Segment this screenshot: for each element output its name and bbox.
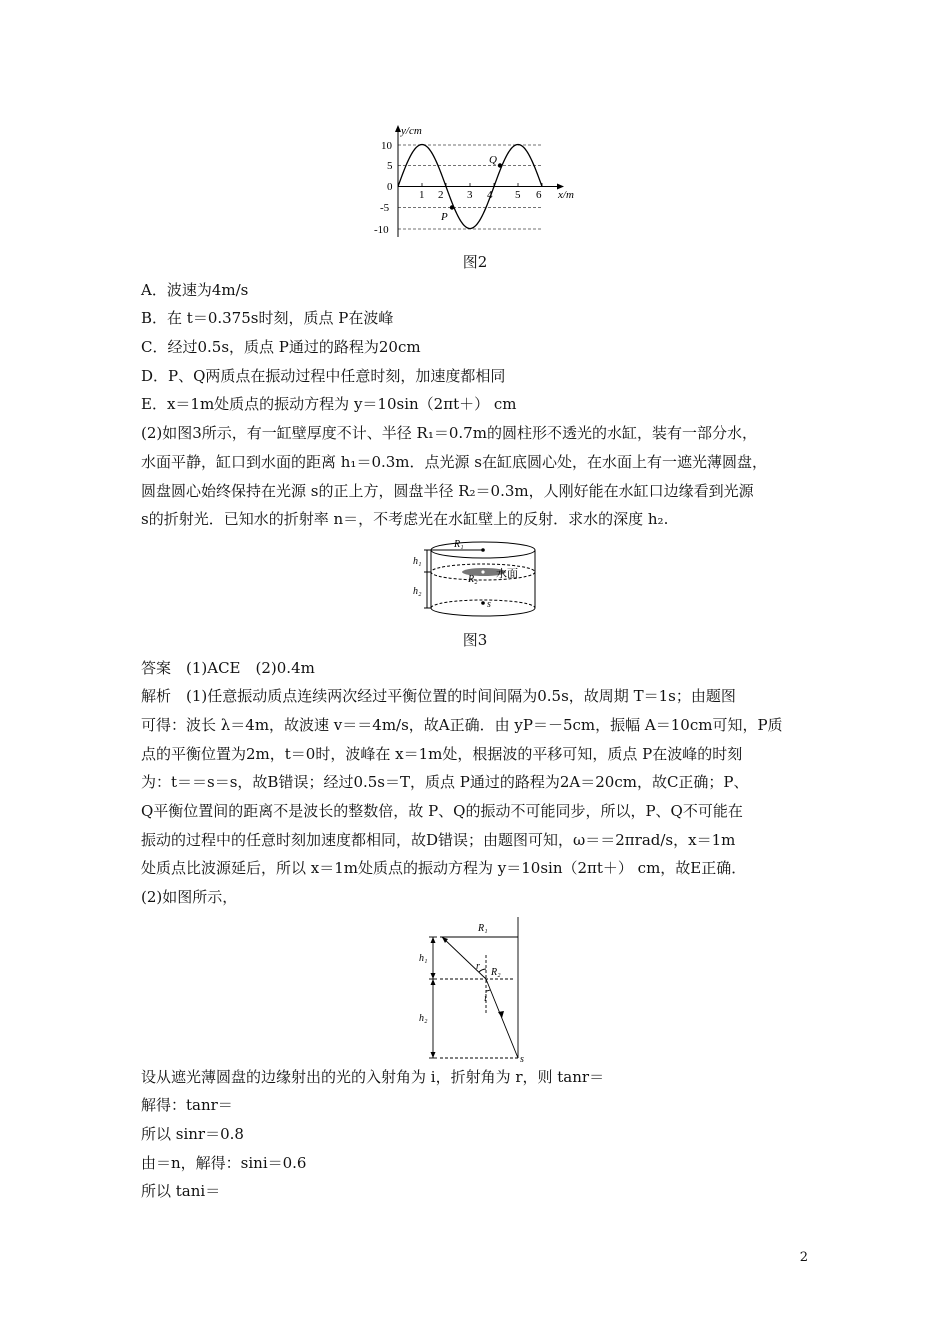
figure3-caption: 图3 (462, 631, 488, 649)
solution-line-2: 解得：tanr＝ (141, 1096, 233, 1114)
x-axis-label: x/m (558, 189, 574, 201)
ray-in-water (486, 979, 518, 1058)
source-s-dot (481, 601, 485, 605)
page-number: 2 (799, 1250, 808, 1265)
option-d: D．P、Q两质点在振动过程中任意时刻，加速度都相同 (141, 367, 506, 385)
option-e: E．x＝1m处质点的振动方程为 y＝10sin（2πt＋） cm (141, 395, 517, 413)
analysis-line-2: 可得：波长 λ＝4m，故波速 v＝＝4m/s，故A正确．由 yP＝－5cm，振幅 A＝10cm可知，P质 (141, 716, 783, 734)
fig4-r2-label: R₂ (491, 967, 501, 978)
fig4-h1-label: h₁ (419, 953, 428, 964)
fig3-water-label: 水面 (496, 568, 518, 580)
point-q-label: Q (489, 154, 497, 166)
fig3-h1-label: h₁ (413, 556, 422, 567)
problem2-line-1: (2)如图3所示，有一缸壁厚度不计、半径 R₁＝0.7m的圆柱形不透光的水缸，装有一部分水， (141, 424, 757, 442)
y-tick-0: 0 (387, 181, 393, 193)
analysis-line-4: 为：t＝＝s＝s，故B错误；经过0.5s＝T，质点 P通过的路程为2A＝20cm，故C正确；P、 (141, 773, 749, 791)
arrow-h-mid-up (431, 973, 436, 979)
wave-graph (368, 122, 583, 242)
point-p (450, 205, 454, 209)
option-b: B．在 t＝0.375s时刻，质点 P在波峰 (141, 309, 394, 327)
arrow-h-mid-down (431, 979, 436, 985)
point-p-label: P (441, 211, 448, 223)
option-a: A．波速为4m/s (141, 281, 249, 299)
angle-i-arc (486, 990, 490, 991)
problem2-line-2: 水面平静，缸口到水面的距离 h₁＝0.3m．点光源 s在缸底圆心处，在水面上有一遮光薄圆盘， (141, 453, 767, 471)
ray-in-air (442, 937, 486, 979)
fig3-r2-label: R₂ (468, 574, 478, 585)
x-tick-1: 1 (419, 189, 425, 201)
fig4-r1-label: R₁ (478, 923, 488, 934)
fig4-r-label: r (476, 961, 480, 972)
analysis-line-6: 振动的过程中的任意时刻加速度都相同，故D错误；由题图可知，ω＝＝2πrad/s，x＝1m (141, 831, 736, 849)
arrow-h-top (431, 937, 436, 943)
angle-r-arc (479, 969, 486, 972)
top-center-dot (481, 548, 485, 552)
refraction-diagram (418, 915, 543, 1065)
problem2-line-3: 圆盘圆心始终保持在光源 s的正上方，圆盘半径 R₂＝0.3m，人刚好能在水缸口边缘看到光源 (141, 482, 754, 500)
cylinder-figure (410, 538, 540, 624)
y-axis-label: y/cm (401, 125, 422, 137)
analysis-line-5: Q平衡位置间的距离不是波长的整数倍，故 P、Q的振动不可能同步，所以，P、Q不可能在 (141, 802, 743, 820)
y-tick-neg5: -5 (380, 202, 390, 214)
solution-line-5: 所以 tani＝ (141, 1182, 221, 1200)
x-tick-2: 2 (438, 189, 444, 201)
solution-line-3: 所以 sinr＝0.8 (141, 1125, 244, 1143)
solution-line-4: 由＝n，解得：sini＝0.6 (141, 1154, 307, 1172)
cylinder-bottom (431, 608, 535, 616)
y-tick-10: 10 (381, 140, 392, 152)
fig3-s-label: s (487, 599, 491, 610)
y-tick-neg10: -10 (374, 224, 389, 236)
fig3-r1-label: R₁ (454, 539, 464, 550)
fig4-h2-label: h₂ (419, 1013, 428, 1024)
problem2-line-4: s的折射光．已知水的折射率 n＝，不考虑光在水缸壁上的反射．求水的深度 h₂. (141, 510, 669, 528)
y-tick-5: 5 (387, 160, 393, 172)
x-tick-4: 4 (487, 189, 493, 201)
point-q (498, 163, 502, 167)
arrow-h-bottom (431, 1052, 436, 1058)
fig4-s-label: s (520, 1054, 524, 1065)
answer-line: 答案 (1)ACE (2)0.4m (141, 659, 315, 677)
disk-center-dot (481, 570, 484, 573)
analysis-line-1: 解析 (1)任意振动质点连续两次经过平衡位置的时间间隔为0.5s，故周期 T＝1s；由题图 (141, 687, 736, 705)
x-tick-6: 6 (536, 189, 542, 201)
analysis-line-7: 处质点比波源延后，所以 x＝1m处质点的振动方程为 y＝10sin（2πt＋） cm，故E正确． (141, 859, 747, 877)
option-c: C．经过0.5s，质点 P通过的路程为20cm (141, 338, 421, 356)
fig3-h2-label: h₂ (413, 586, 422, 597)
x-tick-5: 5 (515, 189, 521, 201)
x-tick-marks (422, 183, 542, 187)
figure2-caption: 图2 (462, 253, 488, 271)
analysis-line-3: 点的平衡位置为2m，t＝0时，波峰在 x＝1m处，根据波的平移可知，质点 P在波峰的时刻 (141, 745, 743, 763)
analysis-line-8: (2)如图所示， (141, 888, 238, 906)
x-tick-3: 3 (467, 189, 473, 201)
fig4-i-label: i (484, 993, 487, 1004)
solution-line-1: 设从遮光薄圆盘的边缘射出的光的入射角为 i，折射角为 r，则 tanr＝ (141, 1068, 605, 1086)
